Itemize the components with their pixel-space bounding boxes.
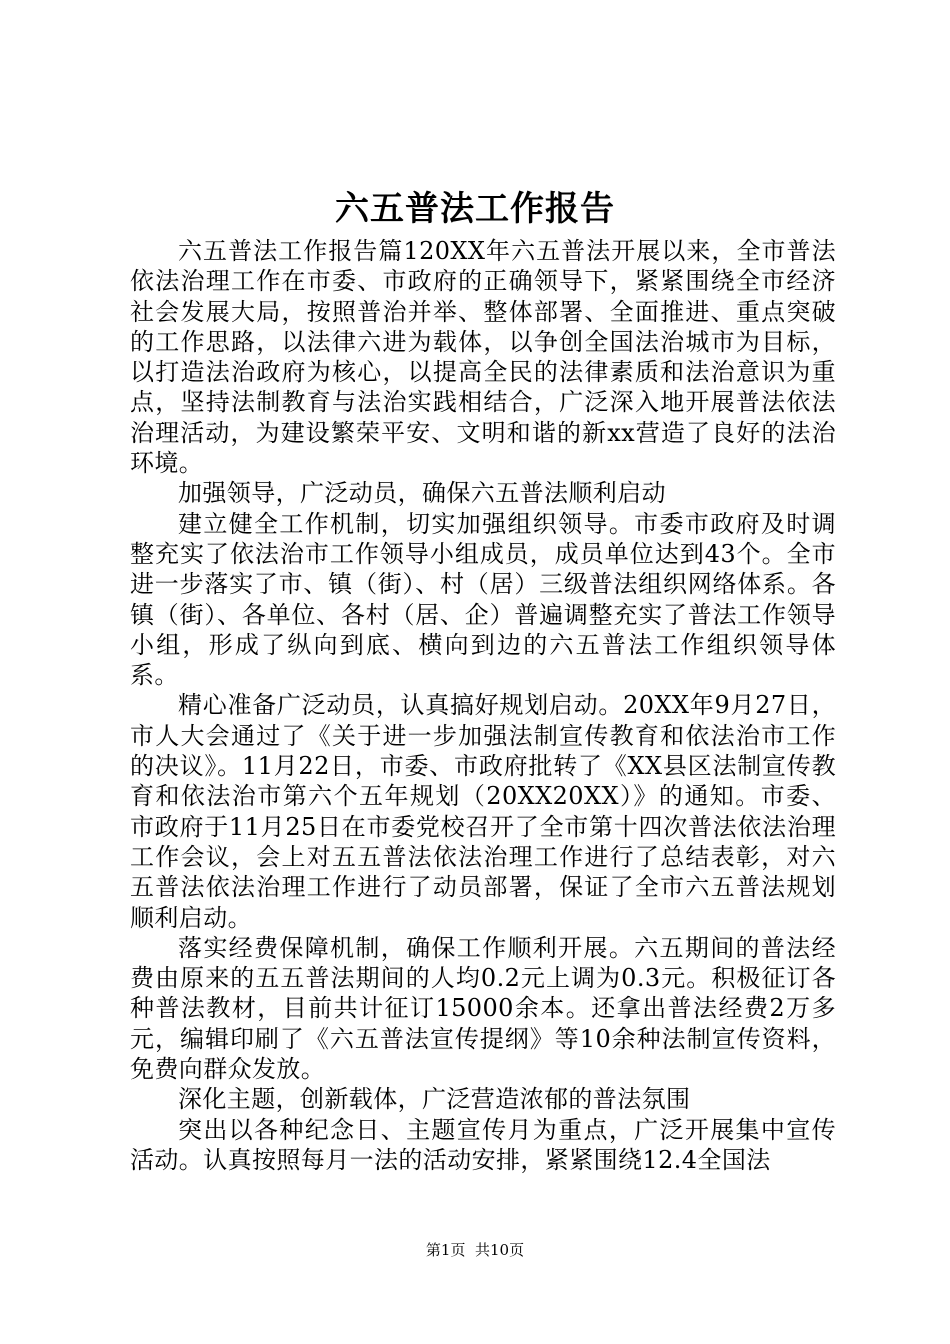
paragraph-planning-launch: 精心准备广泛动员，认真搞好规划启动。20XX年9月27日，市人大会通过了《关于进一步加强法制宣传教育和依法治市工作的决议》。11月22日，市委、市政府批转了《XX县区法制宣传教育和依法治市第六个五年规划（20XX20XX）》的通知。市委、市政府于11月25日在市委党校召开了全市第十四次普法依法治理工作会议，会上对五五普法依法治理工作进行了总结表彰，对六五普法依法治理工作进行了动员部署，保证了全市六五普法规划顺利启动。: [130, 691, 836, 932]
page-footer: 第1页 共10页: [425, 1241, 525, 1259]
paragraph-work-mechanism: 建立健全工作机制，切实加强组织领导。市委市政府及时调整充实了依法治市工作领导小组成员，成员单位达到43个。全市进一步落实了市、镇（街）、村（居）三级普法组织网络体系。各镇（街）、各单位、各村（居、企）普遍调整充实了普法工作领导小组，形成了纵向到底、横向到边的六五普法工作组织领导体系。: [130, 509, 836, 690]
section-heading-themes: 深化主题，创新载体，广泛营造浓郁的普法氛围: [178, 1085, 691, 1114]
document-title: 六五普法工作报告: [335, 189, 615, 229]
section-heading-leadership: 加强领导，广泛动员，确保六五普法顺利启动: [178, 479, 666, 508]
paragraph-funding: 落实经费保障机制，确保工作顺利开展。六五期间的普法经费由原来的五五普法期间的人均0.2元上调为0.3元。积极征订各种普法教材，目前共计征订15000余本。还拿出普法经费2万多元，编辑印刷了《六五普法宣传提纲》等10余种法制宣传资料，免费向群众发放。: [130, 933, 836, 1084]
paragraph-intro: 六五普法工作报告篇120XX年六五普法开展以来，全市普法依法治理工作在市委、市政府的正确领导下，紧紧围绕全市经济社会发展大局，按照普治并举、整体部署、全面推进、重点突破的工作思路，以法律六进为载体，以争创全国法治城市为目标，以打造法治政府为核心，以提高全民的法律素质和法治意识为重点，坚持法制教育与法治实践相结合，广泛深入地开展普法依法治理活动，为建设繁荣平安、文明和谐的新xx营造了良好的法治环境。: [130, 237, 836, 478]
paragraph-campaigns: 突出以各种纪念日、主题宣传月为重点，广泛开展集中宣传活动。认真按照每月一法的活动安排，紧紧围绕12.4全国法: [130, 1115, 836, 1174]
document-body: [130, 236, 836, 1175]
